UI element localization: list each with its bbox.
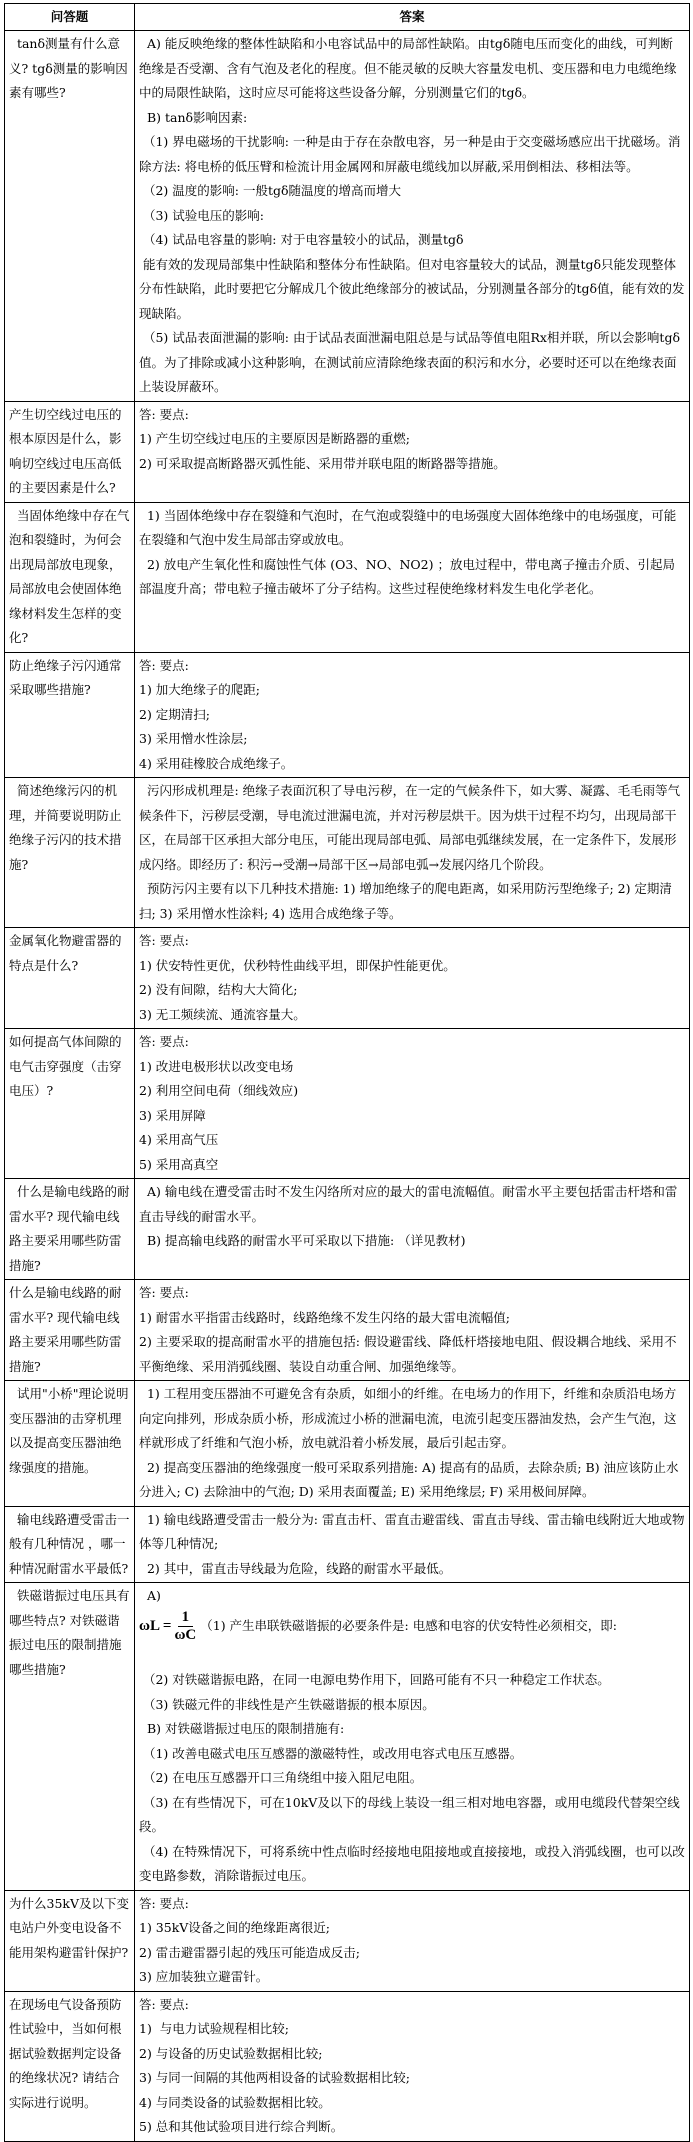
question-text: 铁磁谐振过电压具有哪些特点? 对铁磁谐振过电压的限制措施哪些措施? xyxy=(9,1588,130,1677)
answer-line: 2) 雷击避雷器引起的残压可能造成反击; xyxy=(139,1944,361,1960)
table-row xyxy=(5,1179,690,1280)
answer-line: 答: 要点: xyxy=(139,1285,189,1300)
answer-line: 答: 要点: xyxy=(139,1034,189,1049)
question-text: 什么是输电线路的耐雷水平? 现代输电线路主要采用哪些防雷措施? xyxy=(9,1285,122,1374)
question-cell xyxy=(5,1381,135,1507)
answer-cell xyxy=(135,1029,690,1179)
question-text: 如何提高气体间隙的电气击穿强度（击穿电压）? xyxy=(9,1034,122,1098)
answer-line: A) 输电线在遭受雷击时不发生闪络所对应的最大的雷电流幅值。耐雷水平主要包括雷击杆塔和雷直击导线的耐雷水平。 xyxy=(139,1184,678,1224)
answer-line: B) 提高输电线路的耐雷水平可采取以下措施: （详见教材) xyxy=(139,1233,466,1248)
qa-table-body xyxy=(5,31,690,2142)
answer-line xyxy=(139,1644,685,1669)
answer-line: （1) 改善电磁式电压互感器的激磁特性，或改用电容式电压互感器。 xyxy=(139,1745,523,1761)
answer-line: 1) 改进电极形状以改变电场 xyxy=(139,1058,294,1074)
answer-line: 1) 工程用变压器油不可避免含有杂质，如细小的纤维。在电场力的作用下，纤维和杂质沿电场方向定向排列，形成杂质小桥，形成流过小桥的泄漏电流，电流引起变压器油发热，会产生气泡，这样就形成了纤维和气泡小桥，放电就沿着小桥发展，最后引起击穿。 xyxy=(139,1386,677,1450)
answer-line: 3) 采用屏障 xyxy=(139,1107,206,1123)
answer-line: 答: 要点: xyxy=(139,1996,189,2012)
answer-cell xyxy=(135,1506,690,1583)
answer-line: 4) 采用硅橡胶合成绝缘子。 xyxy=(139,755,294,771)
answer-line: （3) 试验电压的影响: xyxy=(139,207,264,223)
answer-line: 污闪形成机理是: 绝缘子表面沉积了导电污秽，在一定的气候条件下，如大雾、凝露、毛毛雨等气候条件下，污秽层受潮，导电流过泄漏电流，并对污秽层烘干。因为烘干过程不均匀，出现局部干区，在局部干区承担大部分电压，可能出现局部电弧、局部电弧继续发展，在一定条件下，发展形成闪络。即经历了: 积污→受潮→局部干区→局部电弧→发展闪络几个阶段。 xyxy=(139,783,681,872)
answer-line: 1) 产生切空线过电压的主要原因是断路器的重燃; xyxy=(139,431,411,446)
answer-line: （1) 界电磁场的干扰影响: 一种是由于存在杂散电容，另一种是由于交变磁场感应出干扰磁场。消除方法: 将电桥的低压臂和检流计用金属网和屏蔽电缆线加以屏蔽,采用倒相法、移相法等。 xyxy=(139,134,681,174)
answer-cell xyxy=(135,778,690,928)
answer-line: 1) 伏安特性更优，伏秒特性曲线平坦，即保护性能更优。 xyxy=(139,957,456,973)
answer-line: 2) 没有间隙，结构大大简化; xyxy=(139,982,298,997)
answer-line: （2) 在电压互感器开口三角绕组中接入阻尼电阻。 xyxy=(139,1770,423,1785)
table-row xyxy=(5,928,690,1029)
header-question: 问答题 xyxy=(5,4,135,31)
table-header-row xyxy=(5,4,690,31)
answer-cell xyxy=(135,1280,690,1381)
table-row xyxy=(5,778,690,928)
answer-line: 3) 无工频续流、通流容量大。 xyxy=(139,1006,306,1022)
answer-cell xyxy=(135,401,690,502)
formula-denominator: ωC xyxy=(174,1626,197,1643)
formula-fraction xyxy=(174,1609,196,1644)
answer-line: B) 对铁磁谐振过电压的限制措施有: xyxy=(139,1721,345,1736)
answer-line: 2) 利用空间电荷（细线效应) xyxy=(139,1083,299,1098)
answer-line: （5) 试品表面泄漏的影响: 由于试品表面泄漏电阻总是与试品等值电阻Rx相并联，所以会影响tgδ值。为了排除或减小这种影响，在测试前应清除绝缘表面的积污和水分，必要时还可以在绝缘表面上装设屏蔽环。 xyxy=(139,330,680,394)
table-row xyxy=(5,1583,690,1891)
question-cell xyxy=(5,1179,135,1280)
question-cell xyxy=(5,1280,135,1381)
answer-line: 1) 加大绝缘子的爬距; xyxy=(139,682,261,697)
answer-line: 答: 要点: xyxy=(139,933,189,948)
answer-line: 2) 与设备的历史试验数据相比较; xyxy=(139,2045,323,2061)
answer-line: B) tanδ影响因素: xyxy=(139,109,248,125)
answer-cell xyxy=(135,652,690,778)
answer-line: （2) 温度的影响: 一般tgδ随温度的增高而增大 xyxy=(139,183,402,198)
table-row xyxy=(5,652,690,778)
answer-formula-line xyxy=(139,1609,685,1644)
question-cell xyxy=(5,401,135,502)
answer-line: 2) 主要采取的提高耐雷水平的措施包括: 假设避雷线、降低杆塔接地电阻、假设耦合地线、采用不平衡绝缘、采用消弧线圈、装设自动重合闸、加强绝缘等。 xyxy=(139,1334,677,1374)
question-text: 简述绝缘污闪的机理，并简要说明防止绝缘子污闪的技术措施? xyxy=(9,783,122,872)
answer-line: （3) 在有些情况下，可在10kV及以下的母线上装设一组三相对地电容器，或用电缆段代替架空线段。 xyxy=(139,1794,680,1834)
table-row xyxy=(5,1029,690,1179)
answer-line: 5) 采用高真空 xyxy=(139,1156,219,1172)
answer-line: A) xyxy=(139,1588,161,1603)
answer-line: 4) 与同类设备的试验数据相比较。 xyxy=(139,2094,331,2110)
question-cell xyxy=(5,652,135,778)
answer-cell xyxy=(135,1583,690,1891)
table-row xyxy=(5,31,690,402)
answer-line: 1) 耐雷水平指雷击线路时，线路绝缘不发生闪络的最大雷电流幅值; xyxy=(139,1309,511,1325)
question-cell xyxy=(5,31,135,402)
table-row xyxy=(5,502,690,652)
table-row xyxy=(5,1991,690,2141)
answer-line: （4) 试品电容量的影响: 对于电容量较小的试品，测量tgδ xyxy=(139,232,464,247)
answer-cell xyxy=(135,502,690,652)
answer-line: 5) 总和其他试验项目进行综合判断。 xyxy=(139,2119,344,2134)
answer-line: 2) 可采取提高断路器灭弧性能、采用带并联电阻的断路器等措施。 xyxy=(139,455,506,471)
answer-line: A) 能反映绝缘的整体性缺陷和小电容试品中的局部性缺陷。由tgδ随电压而变化的曲线，可判断绝缘是否受潮、含有气泡及老化的程度。但不能灵敏的反映大容量发电机、变压器和电力电缆绝缘中的局限性缺陷，这时应尽可能将这些设备分解，分别测量它们的tgδ。 xyxy=(139,36,677,100)
table-row xyxy=(5,1381,690,1507)
answer-line: 预防污闪主要有以下几种技术措施: 1) 增加绝缘子的爬电距离，如采用防污型绝缘子; 2) 定期清扫; 3) 采用憎水性涂料; 4) 选用合成绝缘子等。 xyxy=(139,881,672,921)
question-text: 金属氧化物避雷器的特点是什么? xyxy=(9,933,122,973)
question-cell xyxy=(5,928,135,1029)
question-cell xyxy=(5,1029,135,1179)
answer-line: 1) 与电力试验规程相比较; xyxy=(139,2021,289,2036)
answer-cell xyxy=(135,1179,690,1280)
formula-caption: （1) 产生串联铁磁谐振的必要条件是: 电感和电容的伏安特性必须相交，即: xyxy=(200,1617,617,1633)
answer-line: 3) 采用憎水性涂层; xyxy=(139,731,248,746)
answer-line: （3) 铁磁元件的非线性是产生铁磁谐振的根本原因。 xyxy=(139,1696,435,1712)
answer-line: （2) 对铁磁谐振电路，在同一电源电势作用下，回路可能有不只一种稳定工作状态。 xyxy=(139,1672,610,1687)
question-text: 当固体绝缘中存在气泡和裂缝时，为何会出现局部放电现象，局部放电会使固体绝缘材料发生怎样的变化? xyxy=(9,507,130,645)
answer-line: 4) 采用高气压 xyxy=(139,1132,219,1147)
answer-line: 2) 定期清扫; xyxy=(139,706,211,722)
answer-line: 1) 当固体绝缘中存在裂缝和气泡时，在气泡或裂缝中的电场强度大固体绝缘中的电场强度，可能在裂缝和气泡中发生局部击穿或放电。 xyxy=(139,507,677,547)
question-text: 产生切空线过电压的根本原因是什么，影响切空线过电压高低的主要因素是什么? xyxy=(9,406,122,495)
answer-line: 2) 提高变压器油的绝缘强度一般可采取系列措施: A) 提高有的品质，去除杂质; B) 油应该防止水分进入; C) 去除油中的气泡; D) 采用表面覆盖; E) 采用绝缘层; F) 采用极间屏障。 xyxy=(139,1459,679,1499)
header-answer: 答案 xyxy=(135,4,690,31)
answer-line: 2) 其中，雷直击导线最为危险，线路的耐雷水平最低。 xyxy=(139,1560,452,1576)
answer-line: 1) 输电线路遭受雷击一般分为: 雷直击杆、雷直击避雷线、雷直击导线、雷击输电线附近大地或物体等几种情况; xyxy=(139,1511,685,1551)
question-text: 输电线路遭受雷击一般有几种情况 ，哪一种情况耐雷水平最低? xyxy=(9,1511,130,1576)
question-text: 为什么35kV及以下变电站户外变电设备不能用架构避雷针保护? xyxy=(9,1895,130,1960)
answer-cell xyxy=(135,928,690,1029)
qa-table xyxy=(4,3,690,2142)
answer-line: 1) 35kV设备之间的绝缘距离很近; xyxy=(139,1920,331,1935)
question-text: tanδ测量有什么意义? tgδ测量的影响因素有哪些? xyxy=(9,36,128,100)
question-text: 防止绝缘子污闪通常采取哪些措施? xyxy=(9,657,122,697)
formula-numerator: 1 xyxy=(178,1609,194,1627)
answer-line: 能有效的发现局部集中性缺陷和整体分布性缺陷。但对电容量较大的试品，测量tgδ只能发现整体分布性缺陷，此时要把它分解成几个彼此绝缘部分的被试品，分别测量各部分的tgδ值，能有效的发现缺陷。 xyxy=(139,256,685,321)
question-cell xyxy=(5,502,135,652)
table-row xyxy=(5,1506,690,1583)
answer-line: 答: 要点: xyxy=(139,1895,189,1911)
answer-cell xyxy=(135,1381,690,1507)
answer-line: 2) 放电产生氧化性和腐蚀性气体 (O3、NO、NO2) ；放电过程中，带电离子撞击介质、引起局部温度升高；带电粒子撞击破坏了分子结构。这些过程使绝缘材料发生电化学老化。 xyxy=(139,556,675,596)
question-cell xyxy=(5,1583,135,1891)
question-text: 什么是输电线路的耐雷水平? 现代输电线路主要采用哪些防雷措施? xyxy=(9,1184,130,1273)
question-cell xyxy=(5,778,135,928)
question-cell xyxy=(5,1506,135,1583)
question-text: 试用"小桥"理论说明变压器油的击穿机理以及提高变压器油绝缘强度的措施。 xyxy=(9,1386,129,1475)
answer-line: （4) 在特殊情况下，可将系统中性点临时经接地电阻接地或直接接地，或投入消弧线圈，也可以改变电路参数，消除谐振过电压。 xyxy=(139,1843,685,1883)
table-row xyxy=(5,401,690,502)
answer-line: 3) 应加装独立避雷针。 xyxy=(139,1969,269,1984)
answer-line: 3) 与同一间隔的其他两相设备的试验数据相比较; xyxy=(139,2070,411,2085)
formula-lhs: ωL = xyxy=(139,1617,172,1634)
question-cell xyxy=(5,1991,135,2141)
question-text: 在现场电气设备预防性试验中，当如何根据试验数据判定设备的绝缘状况? 请结合实际进行说明。 xyxy=(9,1996,122,2110)
table-row xyxy=(5,1280,690,1381)
resonance-formula xyxy=(139,1609,196,1644)
answer-line: 答: 要点: xyxy=(139,657,189,673)
answer-cell xyxy=(135,31,690,402)
answer-cell xyxy=(135,1991,690,2141)
answer-line: 答: 要点: xyxy=(139,406,189,422)
